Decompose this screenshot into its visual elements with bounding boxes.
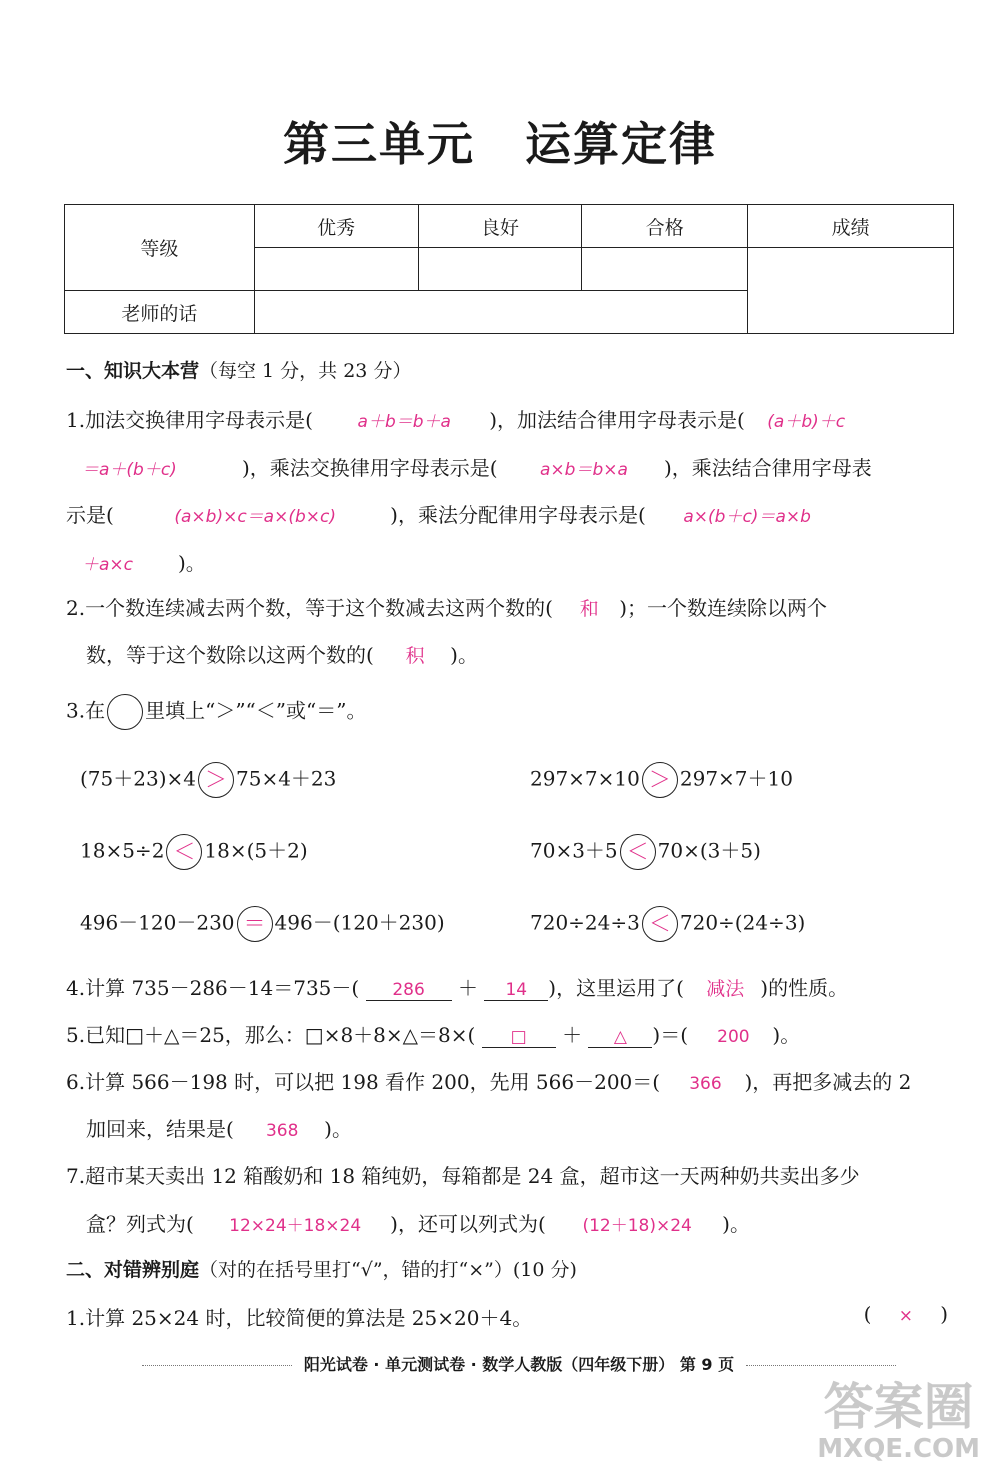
comparison-1 xyxy=(80,762,336,798)
tf1-open: ( xyxy=(863,1302,872,1326)
q7-answer-1: 12×24＋18×24 xyxy=(229,1216,362,1236)
q5-text-a: 5.已知□＋△＝25，那么：□×8＋8×△＝8×( xyxy=(66,1023,476,1047)
q6-text-a: 6.计算 566－198 时，可以把 198 看作 200，先用 566－200＝( xyxy=(66,1070,661,1094)
comparison-right: 70×(3＋5) xyxy=(657,838,761,863)
q2-text-a: 2.一个数连续减去两个数，等于这个数减去这两个数的( xyxy=(66,596,553,620)
q6-line-2 xyxy=(86,1113,352,1142)
q5-answer-2: △ xyxy=(588,1027,652,1048)
comparison-right: 496－(120＋230) xyxy=(274,910,445,935)
comparison-right: 720÷(24÷3) xyxy=(679,910,806,935)
q7-text-b: 盒？列式为( xyxy=(86,1212,194,1236)
teacher-comment-label: 老师的话 xyxy=(65,291,255,334)
comparison-circle[interactable] xyxy=(642,762,678,798)
section-2-heading xyxy=(66,1255,577,1282)
watermark-text: 答案圈 xyxy=(823,1378,974,1436)
footer-text: 阳光试卷 · 单元测试卷 · 数学人教版（四年级下册） 第 9 页 xyxy=(303,1355,735,1374)
q7-answer-2: (12＋18)×24 xyxy=(582,1216,692,1236)
q1-line-4 xyxy=(66,547,206,576)
footer-divider-left xyxy=(142,1365,292,1366)
comparison-left: 496－120－230 xyxy=(80,910,235,935)
grade-label: 等级 xyxy=(65,205,255,291)
q1-line-1 xyxy=(66,404,861,433)
q4-text-a: 4.计算 735－286－14＝735－( xyxy=(66,976,360,1000)
q1-answer-3: a×b＝b×a xyxy=(540,460,628,480)
q4-plus: ＋ xyxy=(457,976,478,1000)
q6-text-d: )。 xyxy=(324,1117,352,1141)
grade-excellent-cell[interactable] xyxy=(254,248,418,291)
comparison-sign: ＞ xyxy=(204,768,227,793)
q2-text-c: 数，等于这个数除以这两个数的( xyxy=(86,643,374,667)
grade-good: 良好 xyxy=(418,205,582,248)
watermark-url: MXQE.COM xyxy=(817,1434,980,1464)
comparison-circle[interactable] xyxy=(642,906,678,942)
q2-line-1 xyxy=(66,592,827,621)
teacher-comment-cell[interactable] xyxy=(254,291,747,334)
comparison-circle[interactable] xyxy=(237,906,273,942)
tf1-line xyxy=(66,1302,532,1331)
comparison-left: 70×3＋5 xyxy=(530,838,618,863)
empty-circle-icon xyxy=(107,694,143,730)
q6-answer-2: 368 xyxy=(265,1121,299,1141)
grade-pass-cell[interactable] xyxy=(582,248,748,291)
q4-text-c: )的性质。 xyxy=(760,976,849,1000)
q6-line-1 xyxy=(66,1066,911,1095)
q7-line-1 xyxy=(66,1160,860,1189)
comparison-right: 297×7＋10 xyxy=(679,766,793,791)
title-topic: 运算定律 xyxy=(525,117,717,171)
q1-text-a: 1.加法交换律用字母表示是( xyxy=(66,408,313,432)
q1-answer-5b: ＋a×c xyxy=(82,555,134,575)
q2-answer-2: 积 xyxy=(405,645,425,667)
q4-text-b: )，这里运用了( xyxy=(548,976,684,1000)
q1-text-d: )，乘法结合律用字母表 xyxy=(663,456,872,480)
comparison-right: 18×(5＋2) xyxy=(204,838,308,863)
q1-text-e: 示是( xyxy=(66,503,114,527)
grade-pass: 合格 xyxy=(582,205,748,248)
q1-answer-2a: (a＋b)＋c xyxy=(767,412,846,432)
q1-text-f: )，乘法分配律用字母表示是( xyxy=(390,503,646,527)
q5-answer-1: □ xyxy=(482,1027,556,1048)
watermark-logo xyxy=(817,1380,980,1464)
comparison-5 xyxy=(80,906,445,942)
footer-divider-right xyxy=(746,1365,896,1366)
q6-text-c: 加回来，结果是( xyxy=(86,1117,234,1141)
comparison-left: (75＋23)×4 xyxy=(80,766,196,791)
q4-line xyxy=(66,972,848,1001)
q1-line-2 xyxy=(66,452,872,481)
q5-text-b: )＝( xyxy=(652,1023,689,1047)
tf1-answer-box[interactable] xyxy=(864,1302,948,1326)
q4-answer-1: 286 xyxy=(366,980,452,1001)
comparison-6 xyxy=(530,906,805,942)
q6-text-b: )，再把多减去的 2 xyxy=(744,1070,912,1094)
comparison-3 xyxy=(80,834,308,870)
q1-line-3 xyxy=(66,499,842,528)
comparison-4 xyxy=(530,834,761,870)
section-2-note: （对的在括号里打“√”，错的打“×”）(10 分) xyxy=(199,1259,577,1281)
q1-answer-4: (a×b)×c＝a×(b×c) xyxy=(174,507,336,527)
q6-answer-1: 366 xyxy=(689,1074,722,1094)
q2-text-b: )；一个数连续除以两个 xyxy=(619,596,828,620)
section-1-note: （每空 1 分，共 23 分） xyxy=(199,360,412,382)
score-cell[interactable] xyxy=(748,248,954,334)
q1-text-b: )，加法结合律用字母表示是( xyxy=(489,408,745,432)
q1-answer-5a: a×(b＋c)＝a×b xyxy=(683,507,811,527)
comparison-sign: ＜ xyxy=(648,912,671,937)
page-title xyxy=(0,108,1000,174)
comparison-2 xyxy=(530,762,793,798)
q5-line xyxy=(66,1019,800,1048)
comparison-sign: ＜ xyxy=(626,840,649,865)
q7-text-d: )。 xyxy=(722,1212,750,1236)
q7-text-a: 7.超市某天卖出 12 箱酸奶和 18 箱纯奶，每箱都是 24 盒，超市这一天两种奶共卖出多少 xyxy=(66,1164,860,1188)
q1-text-c: )，乘法交换律用字母表示是( xyxy=(242,456,498,480)
tf1-text: 1.计算 25×24 时，比较简便的算法是 25×20＋4。 xyxy=(66,1306,533,1330)
q7-text-c: )，还可以列式为( xyxy=(390,1212,546,1236)
q1-answer-1: a＋b＝b＋a xyxy=(357,412,451,432)
grade-table xyxy=(64,204,954,334)
score-label: 成绩 xyxy=(748,205,954,248)
comparison-sign: ＞ xyxy=(648,768,671,793)
q1-answer-2b: ＝a＋(b＋c) xyxy=(82,460,177,480)
q3-line xyxy=(66,694,366,730)
section-2-title: 二、对错辨别庭 xyxy=(66,1259,200,1281)
comparison-left: 18×5÷2 xyxy=(80,838,165,863)
section-1-title: 一、知识大本营 xyxy=(66,360,200,382)
comparison-sign: ＜ xyxy=(173,840,196,865)
q3-text-a: 3.在 xyxy=(66,698,106,723)
comparison-circle[interactable] xyxy=(620,834,656,870)
comparison-sign: ＝ xyxy=(243,912,266,937)
q4-answer-3: 减法 xyxy=(706,978,745,1000)
q1-text-g: )。 xyxy=(178,551,206,575)
grade-good-cell[interactable] xyxy=(418,248,582,291)
q2-line-2 xyxy=(86,639,478,668)
comparison-left: 720÷24÷3 xyxy=(530,910,640,935)
q3-text-b: 里填上“＞”“＜”或“＝”。 xyxy=(145,698,367,723)
q5-plus: ＋ xyxy=(562,1023,583,1047)
comparison-circle[interactable] xyxy=(198,762,234,798)
page-footer xyxy=(84,1352,954,1375)
comparison-right: 75×4＋23 xyxy=(236,766,337,791)
comparison-circle[interactable] xyxy=(166,834,202,870)
tf1-answer: × xyxy=(898,1306,913,1326)
comparison-left: 297×7×10 xyxy=(530,766,640,791)
q5-text-c: )。 xyxy=(772,1023,801,1047)
tf1-close: ) xyxy=(940,1302,948,1326)
q4-answer-2: 14 xyxy=(484,980,548,1001)
title-unit: 第三单元 xyxy=(283,117,475,171)
section-1-heading xyxy=(66,356,411,383)
q2-text-d: )。 xyxy=(450,643,478,667)
q5-answer-3: 200 xyxy=(717,1027,750,1047)
q7-line-2 xyxy=(86,1208,750,1237)
grade-excellent: 优秀 xyxy=(254,205,418,248)
q2-answer-1: 和 xyxy=(579,598,599,620)
